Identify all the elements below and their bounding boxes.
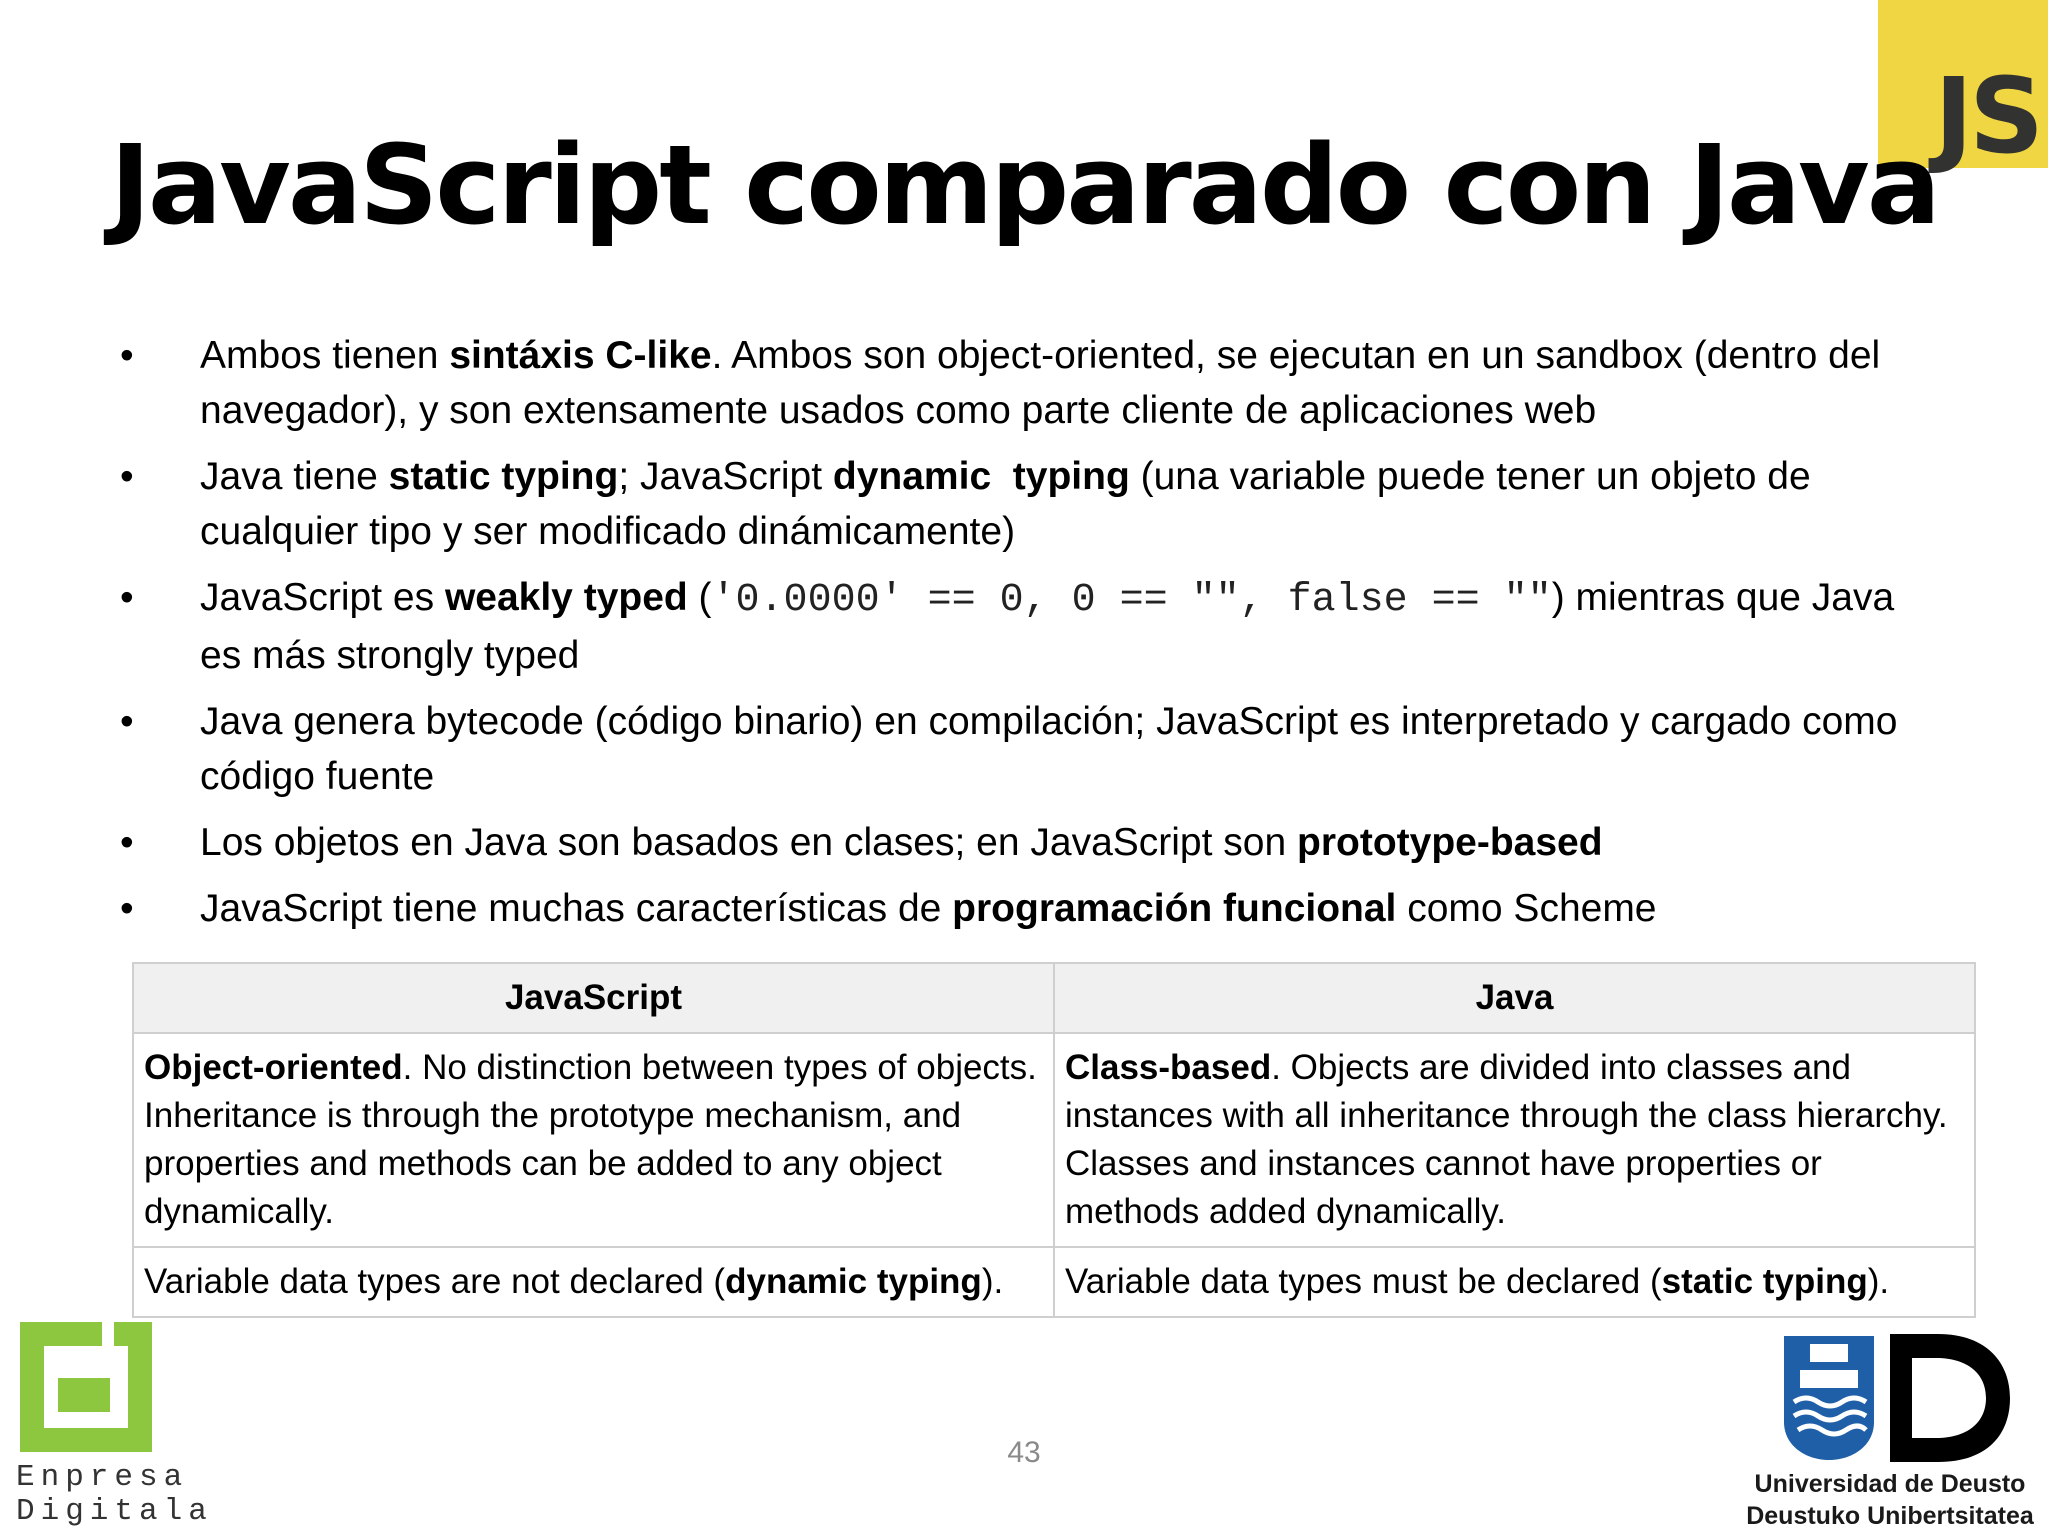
logo-text-line2: Digitala: [16, 1494, 213, 1529]
table-row: [133, 1247, 1975, 1317]
deusto-shield-icon: [1740, 1330, 2040, 1466]
column-header-javascript: JavaScript: [133, 963, 1054, 1033]
bullet-item: • Java genera bytecode (código binario) en compilación; JavaScript es interpretado y cargado como código fuente: [120, 694, 1940, 804]
deusto-university-logo: [1740, 1330, 2040, 1536]
bullet-item: • Java tiene static typing; JavaScript dynamic typing (una variable puede tener un objeto de cualquier tipo y ser modificado dinámicamente): [120, 449, 1940, 559]
enpresa-digitala-logo: [16, 1318, 213, 1529]
table-cell: Object-oriented. No distinction between types of objects. Inheritance is through the prototype mechanism, and properties and methods can be added to any object dynamically.: [133, 1033, 1054, 1247]
js-logo-text: JS: [1934, 55, 2040, 177]
comparison-table: [132, 962, 1976, 1318]
code-snippet: '0.0000' == 0, 0 == "", false == "": [711, 578, 1552, 623]
table-cell: Class-based. Objects are divided into classes and instances with all inheritance through the class hierarchy. Classes and instances cannot have properties or methods added dynamically.: [1054, 1033, 1975, 1247]
bullet-item: • JavaScript tiene muchas características de programación funcional como Scheme: [120, 881, 1940, 936]
bullet-item: • Los objetos en Java son basados en clases; en JavaScript son prototype-based: [120, 815, 1940, 870]
table-cell: Variable data types must be declared (static typing).: [1054, 1247, 1975, 1317]
page-number: 43: [1007, 1436, 1041, 1469]
table-row: [133, 1033, 1975, 1247]
table-cell: Variable data types are not declared (dynamic typing).: [133, 1247, 1054, 1317]
logo-text-line1: Enpresa: [16, 1460, 189, 1495]
column-header-java: Java: [1054, 963, 1975, 1033]
slide-title: JavaScript comparado con Java: [109, 121, 1938, 249]
university-name: Universidad de Deusto Deustuko Unibertsitatea: [1746, 1470, 2034, 1530]
bullet-list: [120, 328, 1940, 947]
table-header-row: [133, 963, 1975, 1033]
bullet-item: • Ambos tienen sintáxis C-like. Ambos son object-oriented, se ejecutan en un sandbox (dentro del navegador), y son extensamente usados como parte cliente de aplicaciones web: [120, 328, 1940, 438]
bullet-item: • JavaScript es weakly typed ('0.0000' == 0, 0 == "", false == "") mientras que Java es más strongly typed: [120, 570, 1940, 683]
